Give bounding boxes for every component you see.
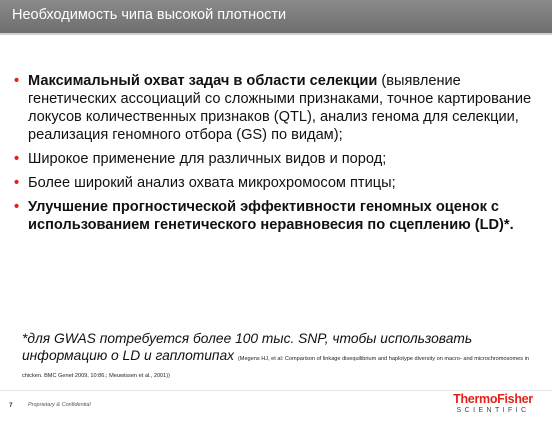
footnote (22, 330, 532, 381)
bullet-item-4 (14, 198, 534, 234)
thermofisher-logo (452, 393, 534, 415)
title-divider (0, 33, 552, 35)
bullet-text: Широкое применение для различных видов и пород; (28, 151, 387, 167)
title-bar (0, 0, 552, 33)
bullet-item-1 (14, 72, 534, 144)
footer-divider (0, 390, 552, 391)
bullet-text: (выявление генетических ассоциаций со сложными признаками, точное картирование локусов количественных признаков (QTL), анализ генома для селекции, реализация геномного отбора (GS) по видам); (28, 73, 532, 143)
bullet-marker: • (14, 199, 20, 215)
bullet-bold-text: Улучшение прогностической эффективности геномных оценок с использованием генетического неравновесия по сцеплению (LD)*. (28, 199, 514, 233)
footnote-reference: (Megens HJ, et al: Comparison of linkage disequilibrium and haplotype diversity on macro- and microchromosomes in chicken. BMC Genet 2009, 10:86.; Meuwissen et al., 2001)) (22, 356, 529, 379)
bullet-list (14, 72, 534, 240)
bullet-bold-text: Максимальный охват задач в области селекции (28, 73, 378, 89)
footnote-text: *для GWAS потребуется более 100 тыс. SNP, чтобы использовать информацию о LD и гаплотипах (22, 331, 473, 363)
confidential-label: Proprietary & Confidential (28, 402, 91, 408)
logo-subtext: SCIENTIFIC (456, 407, 530, 414)
bullet-text: Более широкий анализ охвата микрохромосом птицы; (28, 175, 396, 191)
bullet-item-2 (14, 150, 534, 168)
page-number: 7 (9, 402, 13, 409)
page-title: Необходимость чипа высокой плотности (12, 7, 287, 23)
logo-wordmark: ThermoFisher (453, 392, 533, 406)
bullet-marker: • (14, 73, 20, 89)
bullet-item-3 (14, 174, 534, 192)
bullet-marker: • (14, 151, 20, 167)
bullet-marker: • (14, 175, 20, 191)
